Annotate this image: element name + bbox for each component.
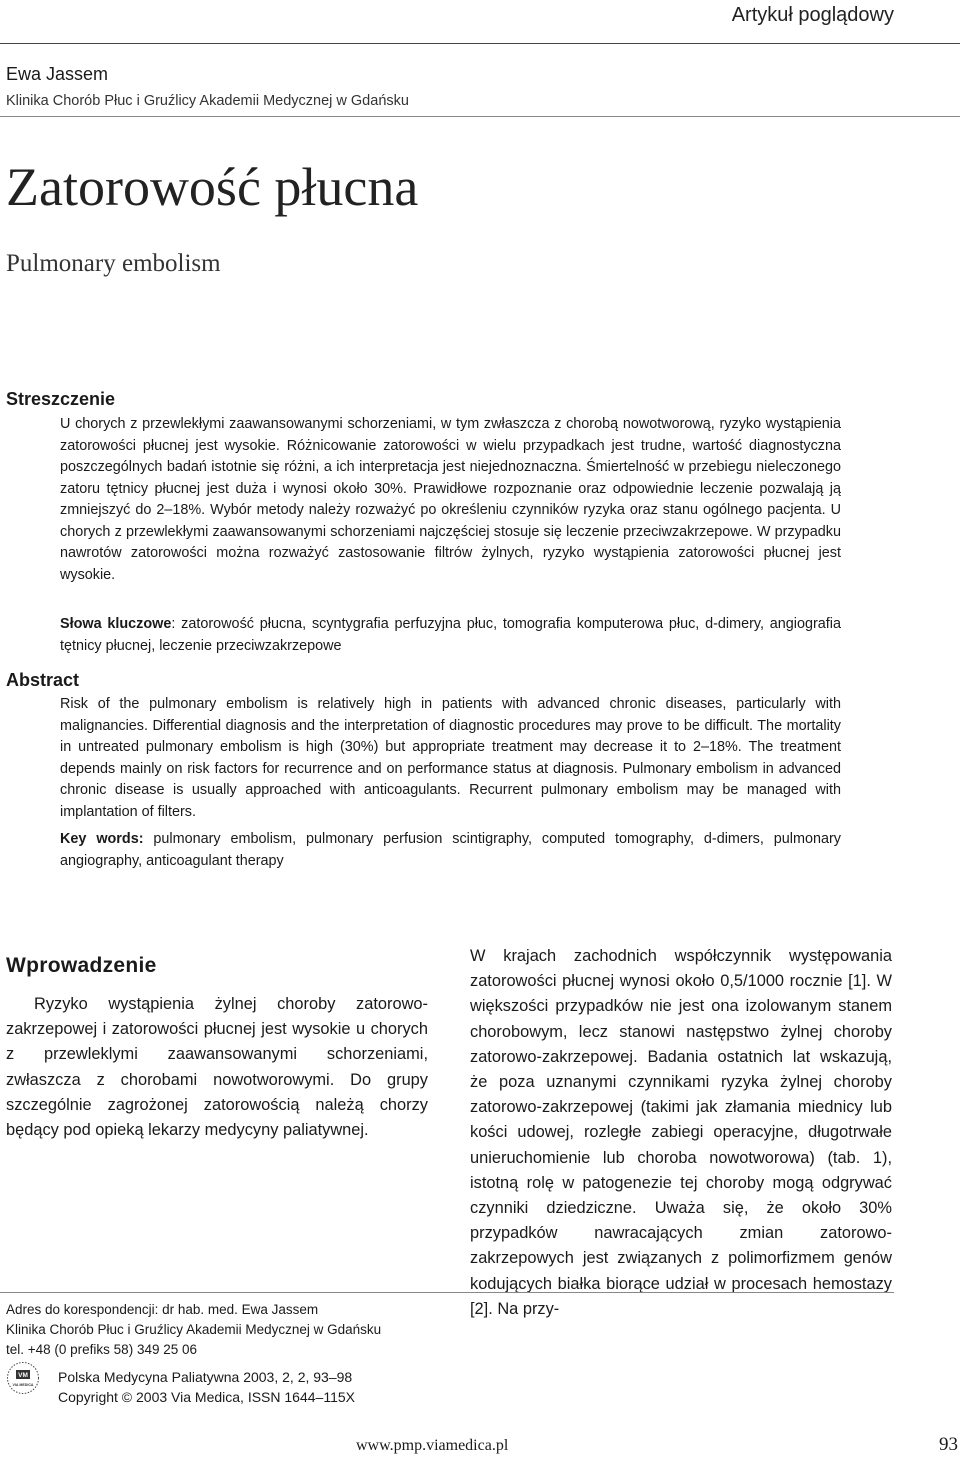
via-medica-logo-text: VIA MEDICA [12,1383,34,1387]
svg-text:VM: VM [18,1372,28,1379]
abstract-body: Risk of the pulmonary embolism is relatively high in patients with advanced chronic diseases, particularly with malignancies. Differential diagnosis and the interpretation of diagnostic procedures may prove to be difficult. The mortality in untreated pulmonary embolism is high (30%) but appropriate treatment may decrease it to 2–18%. The treatment depends mainly on risk factors for recurrence and on performance status at diagnosis. Pulmonary embolism in advanced chronic disease is usually approached with anticoagulants. Recurrent pulmonary embolism may be managed with implantation of filters. [60,696,841,820]
header-rule [0,43,960,44]
author-name: Ewa Jassem [6,64,109,84]
author-affiliation: Klinika Chorób Płuc i Gruźlicy Akademii Medycznej w Gdańsku [6,93,409,109]
correspondence-clinic: Klinika Chorób Płuc i Gruźlicy Akademii Medycznej w Gdańsku [6,1322,382,1337]
intro-paragraph-1: Ryzyko wystąpienia żylnej choroby zatorowo-zakrzepowej i zatorowości płucnej jest wysokie u chorych z przewleklymi zaawansowanymi schorzeniami, zwłaszcza z chorobami nowotworowymi. Do grupy szczególnie zagrożonej zatorowością należą chorzy będący pod opieką lekarzy medycyny paliatywnej. [6,995,428,1140]
journal-citation: Polska Medycyna Paliatywna 2003, 2, 2, 93–98 [58,1369,353,1385]
intro-column-right [470,944,892,1318]
article-subtitle: Pulmonary embolism [6,250,221,277]
intro-column-left [6,992,428,1242]
article-title: Zatorowość płucna [6,157,419,217]
correspondence-address: Adres do korespondencji: dr hab. med. Ewa Jassem [6,1302,319,1317]
streszczenie-keywords [60,614,841,657]
streszczenie-keywords-label: Słowa kluczowe [60,616,172,632]
author-rule [0,116,960,117]
abstract-keywords-text: pulmonary embolism, pulmonary perfusion scintigraphy, computed tomography, d-dimers, pulmonary angiography, anticoagulant therapy [60,831,841,869]
correspondence-block [6,1300,381,1360]
streszczenie-heading: Streszczenie [6,389,116,409]
page-number: 93 [939,1434,958,1455]
journal-url: www.pmp.viamedica.pl [356,1437,509,1454]
journal-copyright: Copyright © 2003 Via Medica, ISSN 1644–115X [58,1389,355,1405]
article-category: Artykuł poglądowy [731,4,894,26]
footer-rule [0,1292,894,1293]
intro-heading: Wprowadzenie [6,954,157,977]
abstract-heading: Abstract [6,670,80,690]
intro-paragraph-2-continued: W krajach zachodnich współczynnik występowania zatorowości płucnej wynosi około 0,5/1000 rocznie [1]. W większości przypadków nie jest ona izolowanym stanem chorobowym, lecz stanowi następstwo żylnej choroby zatorowo-zakrzepowej. Badania ostatnich lat wskazują, że poza uznanymi czynnikami ryzyka żylnej choroby zatorowo-zakrzepowej (takimi jak złamania miednicy lub kości udowej, rozległe zabiegi operacyjne, długotrwałe unieruchomienie lub choroba nowotworowa) (tab. 1), istotną rolę w patogenezie tej choroby mogą odgrywać czynniki dziedziczne. Uważa się, że około 30% przypadków nawracających zmian zatorowo-zakrzepowych jest związanych z polimorfizmem genów kodujących białka biorące udział w procesach hemostazy [2]. Na przy- [470,947,892,1318]
abstract-keywords-label: Key words: [60,831,144,847]
streszczenie-body: U chorych z przewlekłymi zaawansowanymi schorzeniami, w tym zwłaszcza z chorobą nowotworową, ryzyko wystąpienia zatorowości płucnej jest wysokie. Różnicowanie zatorowości w wielu przypadkach jest trudne, wartość diagnostyczna poszczególnych badań istotnie się różni, a ich interpretacja jest niejednoznaczna. Śmiertelność w przebiegu nieleczonego zatoru tętnicy płucnej jest duża i wynosi około 30%. Prawidłowe rozpoznanie oraz odpowiednie leczenie pozwalają ją zmniejszyć do 2–18%. Wybór metody należy rozważyć po określeniu czynników ryzyka oraz stanu ogólnego pacjenta. U chorych z przewlekłymi zaawansowanymi schorzeniami najczęściej stosuje się leczenie przeciwzakrzepowe. W przypadku nawrotów zatorowości można rozważyć zastosowanie filtrów żylnych, ryzyko wystąpienia zatorowości płucnej jest wysokie. [60,416,841,583]
streszczenie-keywords-text: : zatorowość płucna, scyntygrafia perfuzyjna płuc, tomografia komputerowa płuc, d-dimery, angiografia tętnicy płucnej, leczenie przeciwzakrzepowe [60,616,841,654]
correspondence-phone: tel. +48 (0 prefiks 58) 349 25 06 [6,1342,197,1357]
journal-block [58,1367,355,1407]
abstract-keywords [60,829,841,872]
via-medica-logo-icon [6,1361,40,1395]
